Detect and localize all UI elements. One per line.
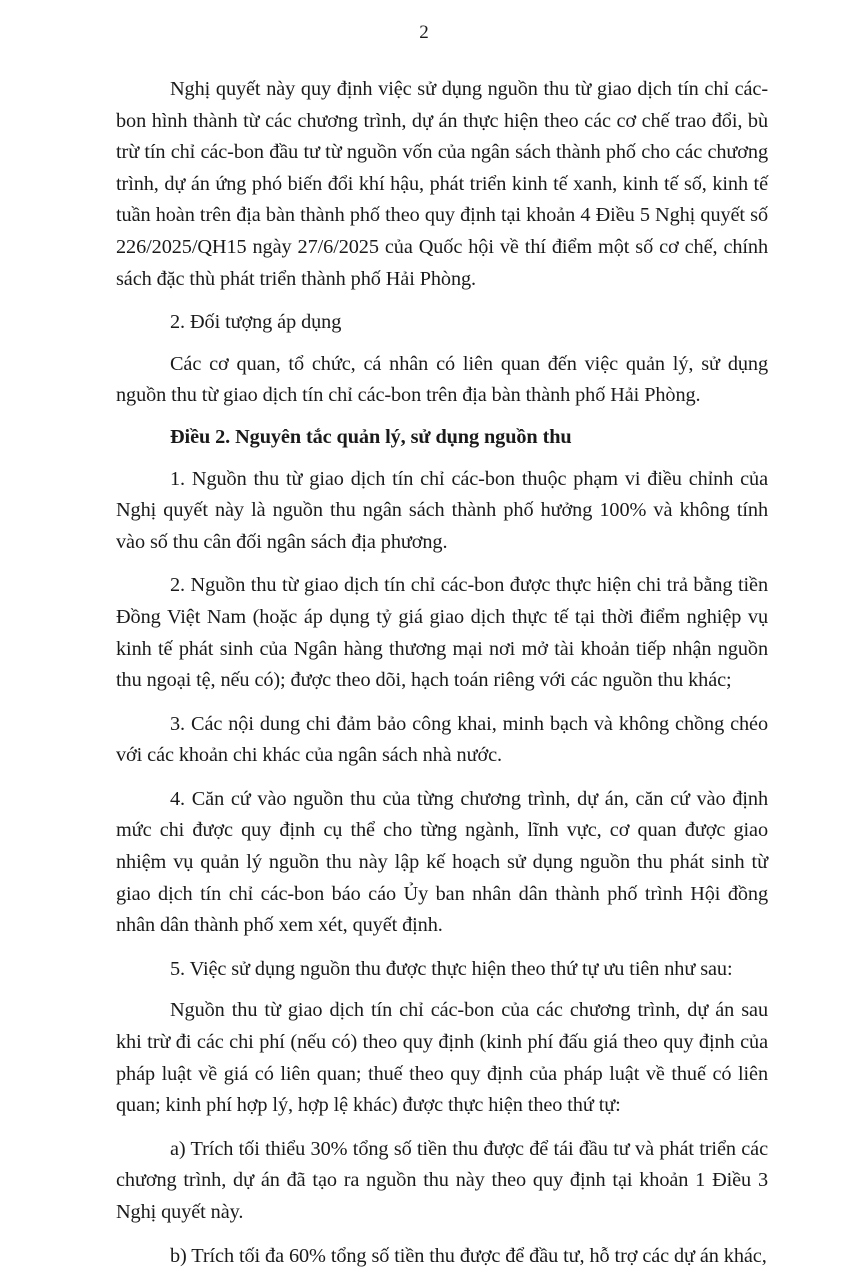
- principle-4: 4. Căn cứ vào nguồn thu của từng chương trình, dự án, căn cứ vào định mức chi được quy định cụ thể cho từng ngành, lĩnh vực, cơ quan được giao nhiệm vụ quản lý nguồn thu này lập kế hoạch sử dụng nguồn thu phát sinh từ giao dịch tín chỉ các-bon báo cáo Ủy ban nhân dân thành phố trình Hội đồng nhân dân thành phố xem xét, quyết định.: [116, 787, 768, 937]
- priority-item-a: a) Trích tối thiểu 30% tổng số tiền thu được để tái đầu tư và phát triển các chương trình, dự án đã tạo ra nguồn thu này theo quy định tại khoản 1 Điều 3 Nghị quyết này.: [116, 1137, 768, 1223]
- priority-item-b: b) Trích tối đa 60% tổng số tiền thu được để đầu tư, hỗ trợ các dự án khác,: [170, 1244, 767, 1267]
- document-body: [116, 74, 768, 1284]
- subject-heading: 2. Đối tượng áp dụng: [170, 311, 342, 334]
- principle-2: 2. Nguồn thu từ giao dịch tín chỉ các-bon được thực hiện chi trả bằng tiền Đồng Việt Nam (hoặc áp dụng tỷ giá giao dịch thực tế tại thời điểm nghiệp vụ kinh tế phát sinh của Ngân hàng thương mại nơi mở tài khoản tiếp nhận nguồn thu ngoại tệ, nếu có); được theo dõi, hạch toán riêng với các nguồn thu khác;: [116, 574, 768, 692]
- subject-paragraph: Các cơ quan, tổ chức, cá nhân có liên quan đến việc quản lý, sử dụng nguồn thu từ giao dịch tín chỉ các-bon trên địa bàn thành phố Hải Phòng.: [116, 352, 768, 407]
- principle-1: 1. Nguồn thu từ giao dịch tín chỉ các-bon thuộc phạm vi điều chỉnh của Nghị quyết này là nguồn thu ngân sách thành phố hưởng 100% và không tính vào số thu cân đối ngân sách địa phương.: [116, 467, 768, 553]
- principle-5: 5. Việc sử dụng nguồn thu được thực hiện theo thứ tự ưu tiên như sau:: [170, 957, 733, 980]
- article-2-heading: Điều 2. Nguyên tắc quản lý, sử dụng nguồn thu: [170, 425, 572, 448]
- principle-3: 3. Các nội dung chi đảm bảo công khai, minh bạch và không chồng chéo với các khoản chi khác của ngân sách nhà nước.: [116, 712, 768, 767]
- priority-intro: Nguồn thu từ giao dịch tín chỉ các-bon của các chương trình, dự án sau khi trừ đi các chi phí (nếu có) theo quy định (kinh phí đấu giá theo quy định của pháp luật về giá có liên quan; thuế theo quy định của pháp luật về thuế có liên quan; kinh phí hợp lý, hợp lệ khác) được thực hiện theo thứ tự:: [116, 999, 768, 1117]
- page-number: 2: [419, 22, 429, 43]
- scope-paragraph: Nghị quyết này quy định việc sử dụng nguồn thu từ giao dịch tín chỉ các-bon hình thành từ các chương trình, dự án thực hiện theo các cơ chế trao đổi, bù trừ tín chỉ các-bon đầu tư từ nguồn vốn của ngân sách thành phố cho các chương trình, dự án ứng phó biến đổi khí hậu, phát triển kinh tế xanh, kinh tế số, kinh tế tuần hoàn trên địa bàn thành phố theo quy định tại khoản 4 Điều 5 Nghị quyết số 226/2025/QH15 ngày 27/6/2025 của Quốc hội về thí điểm một số cơ chế, chính sách đặc thù phát triển thành phố Hải Phòng.: [116, 78, 768, 290]
